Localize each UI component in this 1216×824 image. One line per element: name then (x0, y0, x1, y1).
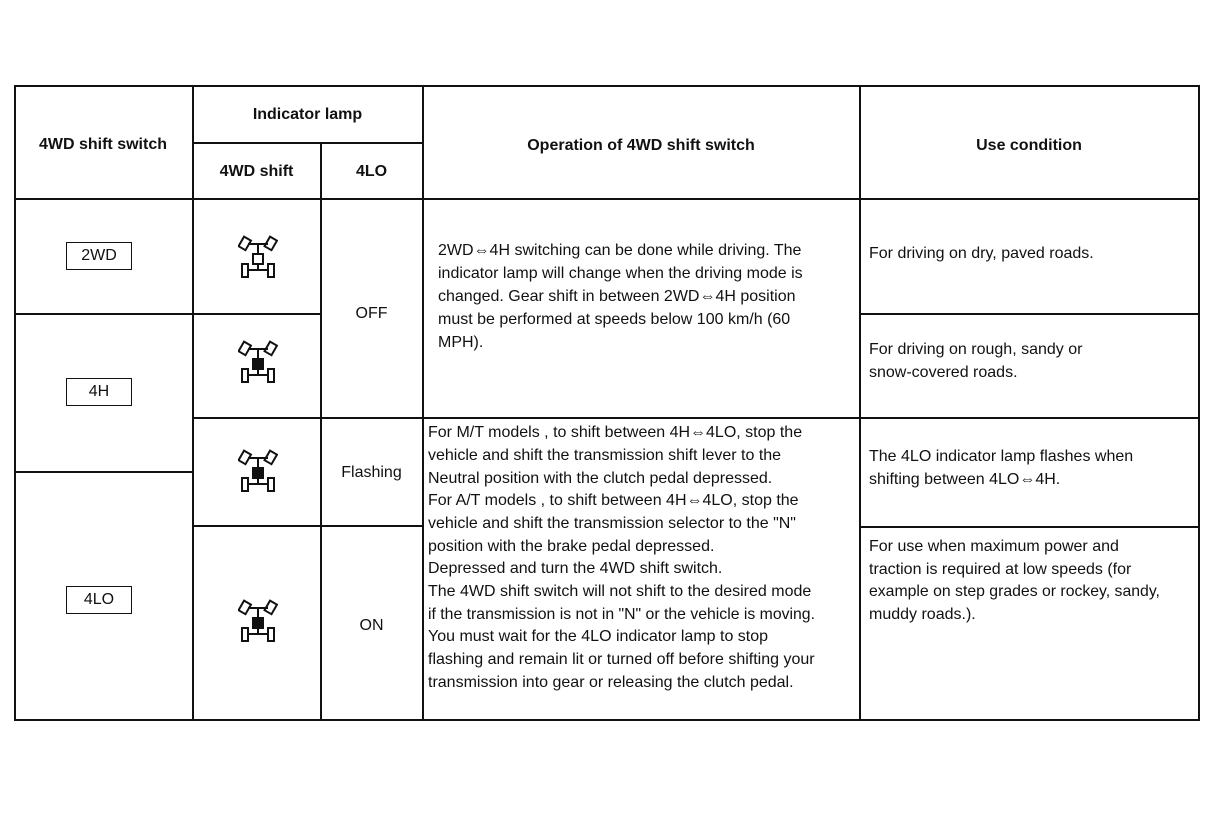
lamp-4lo-flashing: Flashing (341, 464, 402, 481)
table-border-left (14, 85, 16, 721)
divider-use-2wd (860, 313, 1200, 315)
divider-row-4h (193, 417, 1200, 419)
switch-2wd-label: 2WD (66, 242, 132, 270)
header-use-condition: Use condition (976, 137, 1082, 154)
divider-use-flashing (860, 526, 1200, 528)
lamp-4lo-off: OFF (355, 305, 388, 322)
operation-line: indicator lamp will change when the driving mode is (438, 265, 803, 282)
header-indicator-4lo: 4LO (355, 163, 388, 180)
header-indicator-4wd: 4WD shift (219, 163, 294, 180)
use-4h: For driving on rough, sandy or (869, 341, 1083, 358)
operation-line: transmission into gear or releasing the clutch pedal. (428, 674, 794, 691)
header-operation: Operation of 4WD shift switch (527, 137, 755, 154)
switch-4h-label: 4H (66, 378, 132, 406)
divider-row-2wd (14, 313, 321, 315)
4wd-4lo-mode-icon (238, 598, 278, 646)
operation-line: must be performed at speeds below 100 km/h (60 (438, 311, 791, 328)
operation-line: The 4WD shift switch will not shift to the desired mode (428, 583, 812, 600)
use-flashing: shifting between 4LO⇔4H. (869, 471, 1061, 488)
table-border-right (1198, 85, 1200, 721)
operation-line: if the transmission is not in "N" or the vehicle is moving. (428, 606, 815, 623)
header-indicator-group: Indicator lamp (252, 106, 363, 123)
4wd-4lo-flashing-icon (238, 448, 278, 496)
use-4lo: traction is required at low speeds (for (869, 561, 1132, 578)
divider-switch-4h (14, 471, 193, 473)
switch-4lo-label: 4LO (66, 586, 132, 614)
operation-line: You must wait for the 4LO indicator lamp to stop (428, 628, 769, 645)
use-4lo: muddy roads.). (869, 606, 976, 623)
divider-col-operation (859, 85, 861, 721)
operation-line: Depressed and turn the 4WD shift switch. (428, 560, 723, 577)
lamp-4lo-on: ON (359, 617, 384, 634)
header-switch: 4WD shift switch (38, 136, 167, 153)
use-2wd: For driving on dry, paved roads. (869, 245, 1094, 262)
operation-line: MPH). (438, 334, 484, 351)
divider-row-flashing (193, 525, 422, 527)
use-4h: snow-covered roads. (869, 364, 1018, 381)
divider-indicator-group (193, 142, 422, 144)
operation-line: Neutral position with the clutch pedal depressed. (428, 470, 773, 487)
operation-line: changed. Gear shift in between 2WD⇔4H position (438, 288, 796, 305)
use-4lo: example on step grades or rockey, sandy, (869, 583, 1160, 600)
operation-line: For M/T models , to shift between 4H⇔4LO, stop the (428, 424, 803, 441)
divider-col-4lo (422, 85, 424, 721)
4wd-4h-mode-icon (238, 339, 278, 387)
use-flashing: The 4LO indicator lamp flashes when (869, 448, 1134, 465)
4wd-2wd-mode-icon (238, 234, 278, 282)
operation-line: position with the brake pedal depressed. (428, 538, 715, 555)
use-4lo: For use when maximum power and (869, 538, 1119, 555)
operation-line: For A/T models , to shift between 4H⇔4LO, stop the (428, 492, 799, 509)
operation-line: flashing and remain lit or turned off before shifting your (428, 651, 815, 668)
operation-line: vehicle and shift the transmission selector to the "N" (428, 515, 796, 532)
operation-line: vehicle and shift the transmission shift lever to the (428, 447, 782, 464)
operation-line: 2WD⇔4H switching can be done while driving. The (438, 242, 802, 259)
